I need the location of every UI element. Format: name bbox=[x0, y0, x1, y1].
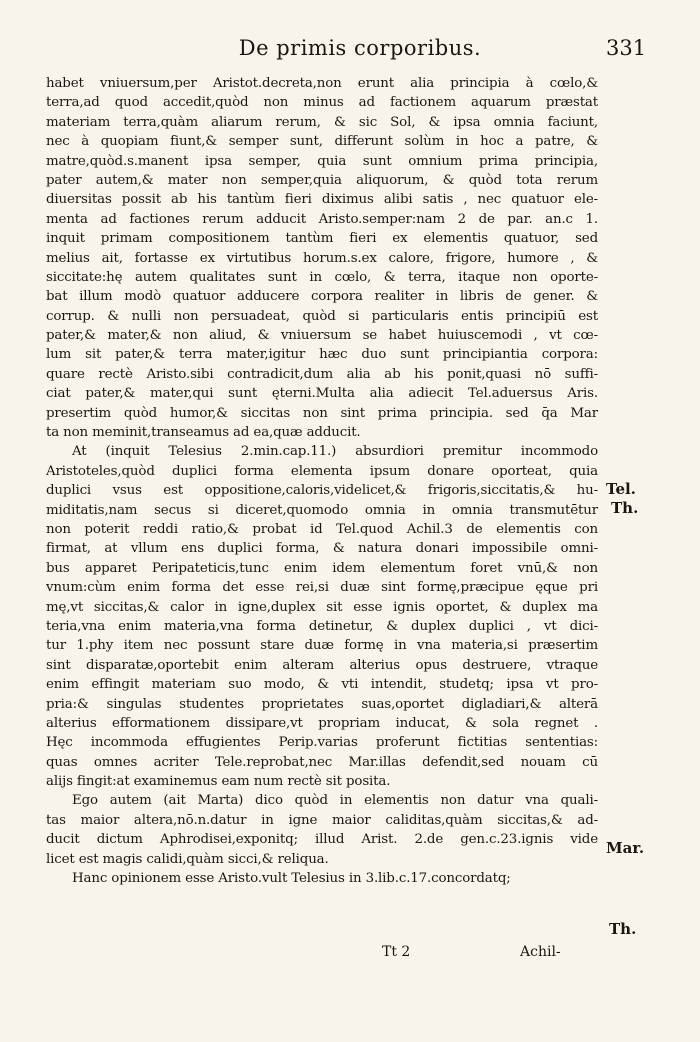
text-line: siccitate:hę autem qualitates sunt in cœlo, & terra, itaque non oporte- bbox=[46, 269, 598, 285]
text-line: licet est magis calidi,quàm sicci,& reliqua. bbox=[46, 851, 329, 867]
text-line: bat illum modò quatuor adducere corpora realiter in libris de gener. & bbox=[46, 289, 598, 305]
margin-note-th-2: Th. bbox=[609, 920, 637, 938]
text-line: firmat, at vllum ens duplici forma, & natura donari impossibile omni- bbox=[46, 541, 598, 557]
text-line: non poterit reddi ratio,& probat id Tel.quod Achil.3 de elementis con bbox=[46, 521, 598, 537]
text-line: diuersitas possit ab his tantùm fieri diximus alibi satis , nec quatuor ele- bbox=[46, 192, 598, 208]
text-line: Ego autem (ait Marta) dico quòd in elementis non datur vna quali- bbox=[72, 793, 598, 809]
text-line: ta non meminit,transeamus ad ea,quæ adducit. bbox=[46, 425, 361, 441]
text-line: ducit dictum Aphrodisei,exponitq; illud Arist. 2.de gen.c.23.ignis vide bbox=[46, 832, 598, 848]
catchword: Achil- bbox=[520, 944, 561, 960]
text-line: inquit primam compositionem tantùm fieri ex elementis quatuor, sed bbox=[46, 231, 598, 247]
text-line: lum sit pater,& terra mater,igitur hæc duo sunt principiantia corpora: bbox=[46, 347, 598, 363]
text-line: duplici vsus est oppositione,caloris,videlicet,& frigoris,siccitatis,& hu- bbox=[46, 483, 598, 499]
text-line: corrup. & nulli non persuadeat, quòd si particularis entis principiū est bbox=[46, 308, 598, 324]
text-line: tur 1.phy item nec possunt stare duæ formę in vna materia,si præsertim bbox=[46, 638, 598, 654]
text-line: Aristoteles,quòd duplici forma elementa ipsum donare oporteat, quia bbox=[46, 463, 598, 479]
text-line: bus apparet Peripateticis,tunc enim idem elementum foret vnū,& non bbox=[46, 560, 598, 576]
text-line: pria:& singulas studentes proprietates suas,oportet digladiari,& alterā bbox=[46, 696, 598, 712]
running-title: De primis corporibus. bbox=[238, 36, 482, 60]
text-line: melius ait, fortasse ex virtutibus horum.s.ex calore, frigore, humore , & bbox=[46, 250, 598, 266]
signature-mark: Tt 2 bbox=[382, 944, 411, 960]
text-line: enim effingit materiam suo modo, & vti intendit, studetq; ipsa vt pro- bbox=[46, 677, 598, 693]
text-line: quas omnes acriter Tele.reprobat,nec Mar.illas defendit,sed nouam cū bbox=[46, 754, 598, 770]
text-line: vnum:cùm enim forma det esse rei,si duæ sint formę,præcipue ęque pri bbox=[46, 580, 598, 596]
text-line: tas maior altera,nō.n.datur in igne maior caliditas,quàm siccitas,& ad- bbox=[46, 812, 598, 828]
text-line: pater autem,& mater non semper,quia aliquorum, & quòd tota rerum bbox=[46, 172, 598, 188]
text-line: miditatis,nam secus si diceret,quomodo omnia in omnia transmutētur bbox=[46, 502, 598, 518]
text-line: terra,ad quod accedit,quòd non minus ad factionem aquarum præstat bbox=[46, 95, 598, 111]
text-line: materiam terra,quàm aliarum rerum, & sic Sol, & ipsa omnia faciunt, bbox=[46, 114, 598, 130]
text-line: Hęc incommoda effugientes Perip.varias proferunt fictitias sententias: bbox=[46, 735, 598, 751]
text-line: mę,vt siccitas,& calor in igne,duplex sit esse ignis oportet, & duplex ma bbox=[46, 599, 598, 615]
text-line: quare rectè Aristo.sibi contradicit,dum alia ab his ponit,quasi nō suffi- bbox=[46, 366, 598, 382]
margin-note-tel: Tel. bbox=[606, 480, 636, 498]
text-line: teria,vna enim materia,vna forma detinetur, & duplex duplici , vt dici- bbox=[46, 618, 598, 634]
text-line: Hanc opinionem esse Aristo.vult Telesius in 3.lib.c.17.concordatq; bbox=[72, 871, 511, 887]
text-line: pater,& mater,& non aliud, & vniuersum se habet huiuscemodi , vt cœ- bbox=[46, 328, 598, 344]
text-line: nec à quopiam fiunt,& semper sunt, differunt solùm in hoc a patre, & bbox=[46, 134, 598, 150]
text-line: habet vniuersum,per Aristot.decreta,non erunt alia principia à cœlo,& bbox=[46, 76, 598, 91]
margin-note-th: Th. bbox=[611, 499, 639, 517]
text-line: sint disparatæ,oportebit enim alteram alterius opus destruere, vtraque bbox=[46, 657, 598, 673]
text-line: At (inquit Telesius 2.min.cap.11.) absurdiori premitur incommodo bbox=[72, 444, 598, 460]
text-line: alterius efformationem dissipare,vt propriam inducat, & sola regnet . bbox=[46, 715, 598, 731]
body-text bbox=[46, 74, 598, 888]
text-line: ciat pater,& mater,qui sunt ęterni.Multa alia adiecit Tel.aduersus Aris. bbox=[46, 386, 598, 402]
text-line: presertim quòd humor,& siccitas non sint prima principia. sed q̄a Mar bbox=[46, 405, 598, 421]
text-line: matre,quòd.s.manent ipsa semper, quia sunt omnium prima principia, bbox=[46, 153, 598, 169]
margin-note-mar: Mar. bbox=[606, 839, 645, 857]
text-line: alijs fingit:at examinemus eam num rectè sit posita. bbox=[46, 774, 391, 790]
text-line: menta ad factiones rerum adducit Aristo.semper:nam 2 de par. an.c 1. bbox=[46, 211, 598, 227]
page-number: 331 bbox=[606, 36, 647, 60]
